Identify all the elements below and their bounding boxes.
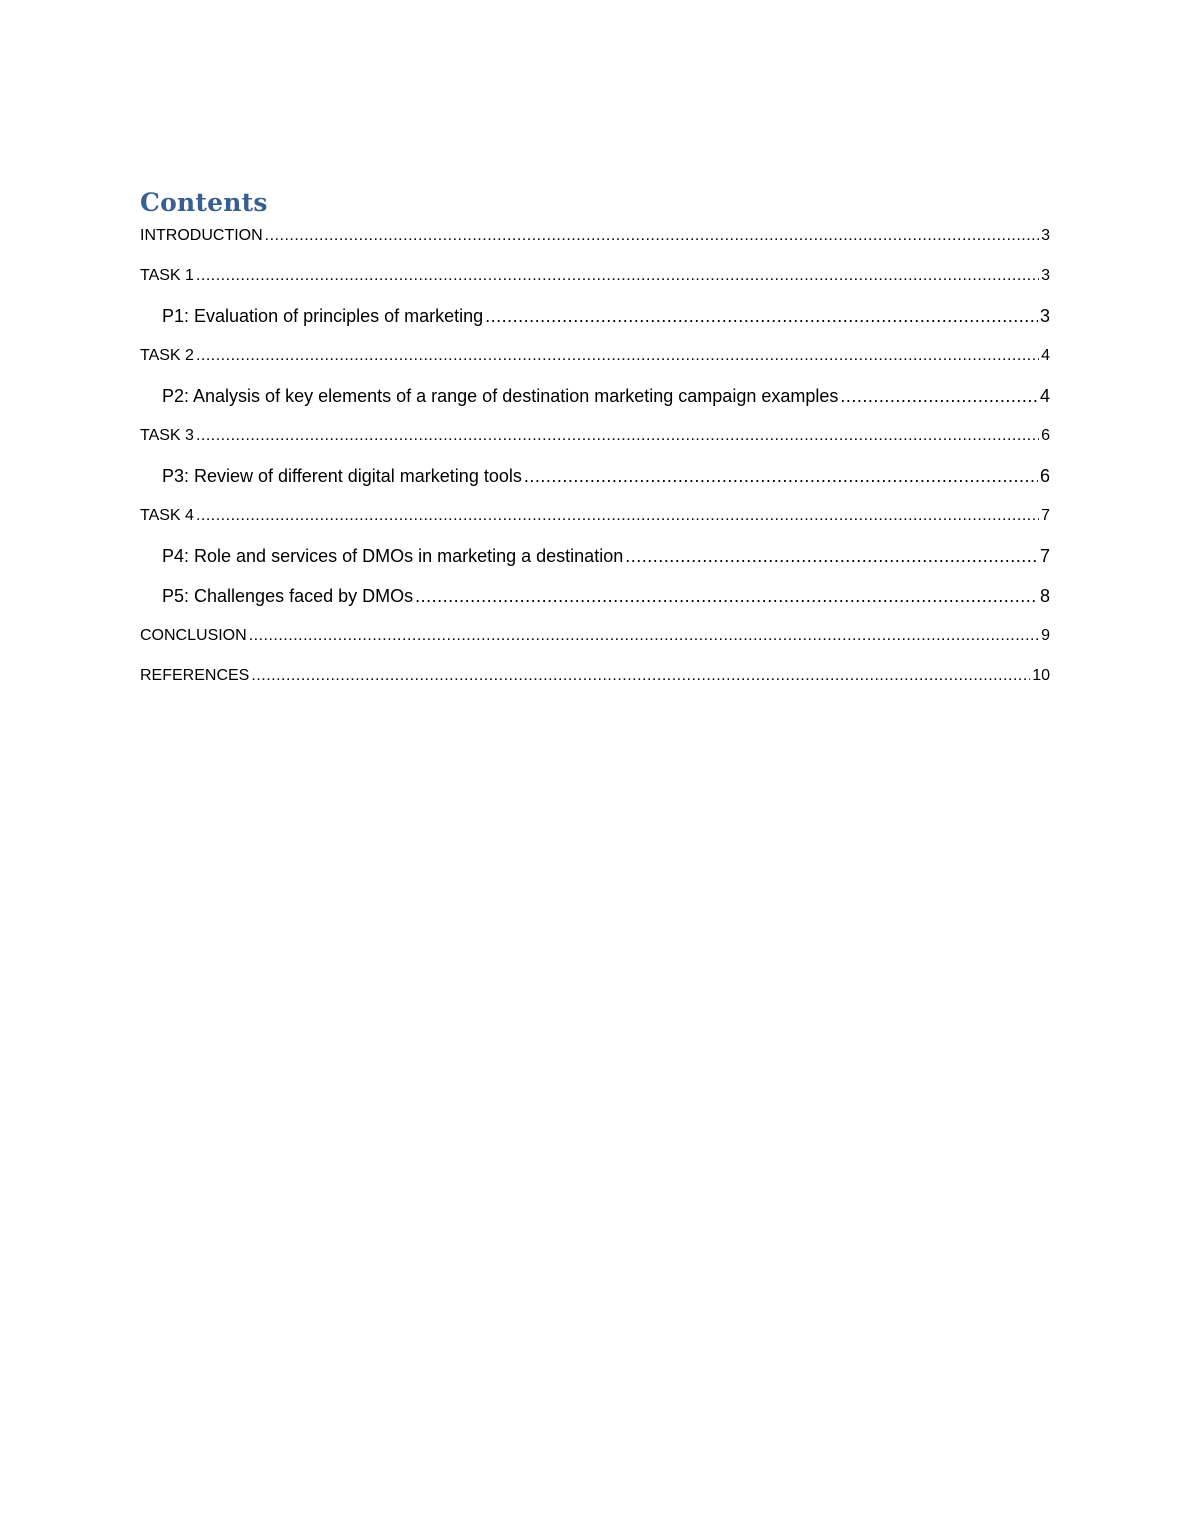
- toc-entry-label: TASK 3: [140, 427, 194, 444]
- dot-leader: [625, 542, 1038, 570]
- toc-page-number: 9: [1041, 627, 1050, 644]
- toc-entry-label: P1: Evaluation of principles of marketing: [162, 306, 484, 326]
- dot-leader: [524, 462, 1038, 490]
- dot-leader: [251, 662, 1030, 690]
- toc-entry-label: REFERENCES: [140, 667, 250, 684]
- dot-leader: [485, 302, 1038, 330]
- toc-page-number: 10: [1032, 667, 1050, 684]
- dot-leader: [840, 382, 1038, 410]
- toc-entry-label: TASK 2: [140, 347, 194, 364]
- toc-entry-label: P5: Challenges faced by DMOs: [162, 586, 414, 606]
- toc-entry-p3[interactable]: [140, 462, 1050, 502]
- toc-page-number: 3: [1041, 267, 1050, 284]
- toc-page-number: 3: [1039, 306, 1050, 326]
- toc-entry-label: TASK 1: [140, 267, 194, 284]
- toc-entry-label: TASK 4: [140, 507, 194, 524]
- toc-entry-conclusion[interactable]: [140, 622, 1050, 662]
- toc-page-number: 4: [1041, 347, 1050, 364]
- toc-title: Contents: [140, 188, 268, 217]
- toc-entry-p1[interactable]: [140, 302, 1050, 342]
- toc-page-number: 7: [1041, 507, 1050, 524]
- toc-entry-p5[interactable]: [140, 582, 1050, 622]
- toc-entry-label: P2: Analysis of key elements of a range of destination marketing campaign examples: [162, 386, 839, 406]
- toc-entry-task-2[interactable]: [140, 342, 1050, 382]
- toc-entry-label: INTRODUCTION: [140, 227, 263, 244]
- dot-leader: [196, 502, 1039, 530]
- toc-entry-label: P4: Role and services of DMOs in marketing a destination: [162, 546, 624, 566]
- toc-page-number: 8: [1039, 586, 1050, 606]
- toc-page-number: 7: [1039, 546, 1050, 566]
- dot-leader: [415, 582, 1038, 610]
- dot-leader: [265, 222, 1039, 250]
- dot-leader: [196, 262, 1039, 290]
- toc-entry-p4[interactable]: [140, 542, 1050, 582]
- dot-leader: [196, 422, 1039, 450]
- toc-entry-task-4[interactable]: [140, 502, 1050, 542]
- toc-page-number: 6: [1041, 427, 1050, 444]
- toc-page-number: 6: [1039, 466, 1050, 486]
- dot-leader: [249, 622, 1039, 650]
- toc-page-number: 4: [1039, 386, 1050, 406]
- toc-entry-task-3[interactable]: [140, 422, 1050, 462]
- toc-entry-p2[interactable]: [140, 382, 1050, 422]
- toc-entry-task-1[interactable]: [140, 262, 1050, 302]
- toc-list: [140, 222, 1050, 702]
- dot-leader: [196, 342, 1039, 370]
- toc-entry-references[interactable]: [140, 662, 1050, 702]
- toc-entry-introduction[interactable]: [140, 222, 1050, 262]
- toc-entry-label: CONCLUSION: [140, 627, 247, 644]
- toc-entry-label: P3: Review of different digital marketing tools: [162, 466, 522, 486]
- toc-page-number: 3: [1041, 227, 1050, 244]
- table-of-contents: [140, 184, 1050, 702]
